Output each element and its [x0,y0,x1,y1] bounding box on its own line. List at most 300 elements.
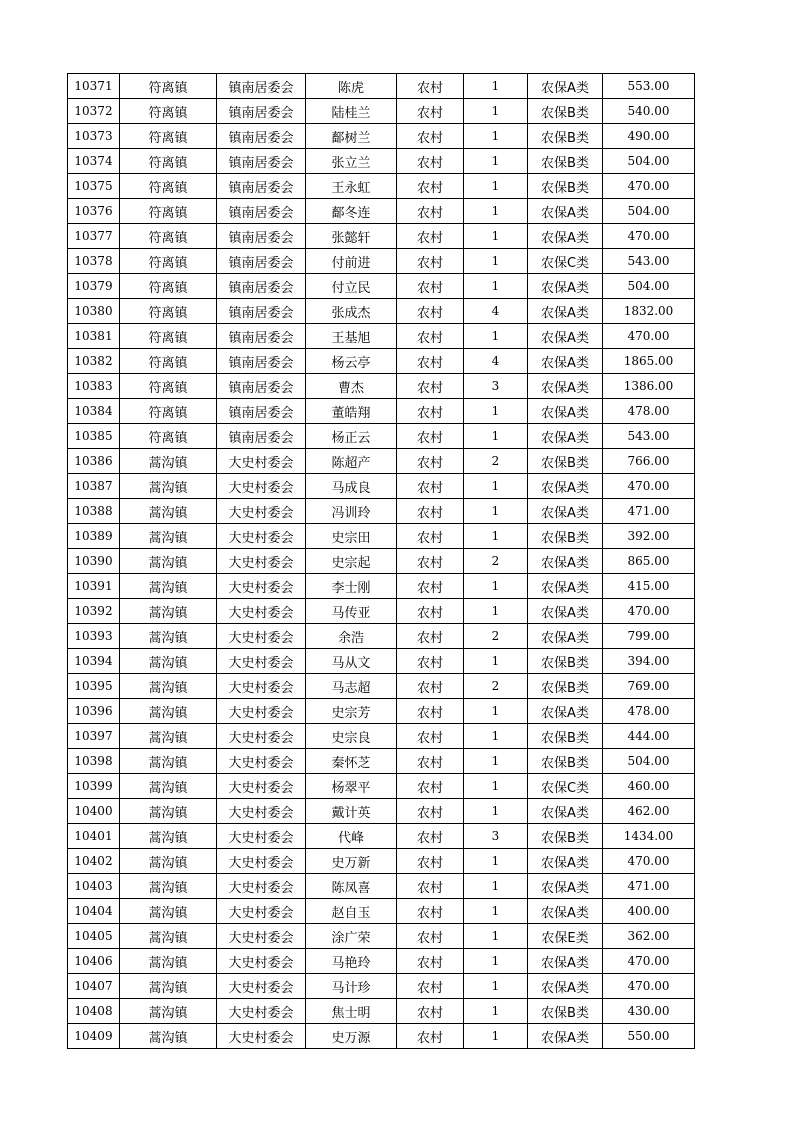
village-committee-cell: 大史村委会 [217,474,306,499]
table-row [68,374,695,399]
row-id-cell: 10381 [68,324,120,349]
insurance-category-cell: 农保B类 [528,524,603,549]
family-count-cell: 1 [464,999,528,1024]
town-cell: 符离镇 [120,349,217,374]
table-row [68,849,695,874]
row-id-cell: 10377 [68,224,120,249]
table-row [68,299,695,324]
insurance-category-cell: 农保A类 [528,874,603,899]
village-committee-cell: 大史村委会 [217,499,306,524]
village-committee-cell: 大史村委会 [217,649,306,674]
amount-cell: 769.00 [603,674,695,699]
insurance-category-cell: 农保A类 [528,374,603,399]
amount-cell: 766.00 [603,449,695,474]
person-name-cell: 余浩 [306,624,397,649]
table-row [68,924,695,949]
town-cell: 蒿沟镇 [120,699,217,724]
row-id-cell: 10386 [68,449,120,474]
family-count-cell: 1 [464,424,528,449]
household-type-cell: 农村 [397,874,464,899]
insurance-category-cell: 农保B类 [528,149,603,174]
person-name-cell: 陈超产 [306,449,397,474]
insurance-category-cell: 农保B类 [528,749,603,774]
family-count-cell: 1 [464,799,528,824]
table-body [68,74,695,1049]
row-id-cell: 10376 [68,199,120,224]
person-name-cell: 付前进 [306,249,397,274]
table-row [68,724,695,749]
insurance-category-cell: 农保A类 [528,549,603,574]
family-count-cell: 2 [464,674,528,699]
table-row [68,124,695,149]
insurance-category-cell: 农保B类 [528,124,603,149]
row-id-cell: 10390 [68,549,120,574]
amount-cell: 504.00 [603,199,695,224]
person-name-cell: 陈虎 [306,74,397,99]
insurance-category-cell: 农保A类 [528,224,603,249]
village-committee-cell: 镇南居委会 [217,274,306,299]
person-name-cell: 张懿轩 [306,224,397,249]
household-type-cell: 农村 [397,699,464,724]
insurance-category-cell: 农保B类 [528,999,603,1024]
row-id-cell: 10385 [68,424,120,449]
household-type-cell: 农村 [397,249,464,274]
family-count-cell: 1 [464,649,528,674]
person-name-cell: 焦士明 [306,999,397,1024]
town-cell: 蒿沟镇 [120,624,217,649]
family-count-cell: 1 [464,499,528,524]
amount-cell: 540.00 [603,99,695,124]
insurance-category-cell: 农保A类 [528,499,603,524]
row-id-cell: 10400 [68,799,120,824]
family-count-cell: 4 [464,349,528,374]
village-committee-cell: 镇南居委会 [217,374,306,399]
amount-cell: 362.00 [603,924,695,949]
table-row [68,624,695,649]
amount-cell: 865.00 [603,549,695,574]
insurance-category-cell: 农保A类 [528,349,603,374]
village-committee-cell: 镇南居委会 [217,149,306,174]
row-id-cell: 10407 [68,974,120,999]
amount-cell: 504.00 [603,749,695,774]
village-committee-cell: 大史村委会 [217,899,306,924]
household-type-cell: 农村 [397,824,464,849]
town-cell: 蒿沟镇 [120,949,217,974]
insurance-category-cell: 农保B类 [528,649,603,674]
village-committee-cell: 大史村委会 [217,674,306,699]
table-row [68,774,695,799]
town-cell: 符离镇 [120,199,217,224]
household-type-cell: 农村 [397,149,464,174]
row-id-cell: 10379 [68,274,120,299]
town-cell: 符离镇 [120,124,217,149]
row-id-cell: 10408 [68,999,120,1024]
village-committee-cell: 镇南居委会 [217,99,306,124]
village-committee-cell: 镇南居委会 [217,174,306,199]
table-row [68,424,695,449]
village-committee-cell: 大史村委会 [217,849,306,874]
row-id-cell: 10395 [68,674,120,699]
amount-cell: 478.00 [603,699,695,724]
town-cell: 蒿沟镇 [120,674,217,699]
table-row [68,749,695,774]
town-cell: 符离镇 [120,224,217,249]
family-count-cell: 1 [464,274,528,299]
row-id-cell: 10372 [68,99,120,124]
table-row [68,599,695,624]
household-type-cell: 农村 [397,849,464,874]
town-cell: 蒿沟镇 [120,824,217,849]
amount-cell: 444.00 [603,724,695,749]
amount-cell: 392.00 [603,524,695,549]
village-committee-cell: 大史村委会 [217,949,306,974]
person-name-cell: 马传亚 [306,599,397,624]
amount-cell: 543.00 [603,249,695,274]
amount-cell: 1865.00 [603,349,695,374]
table-row [68,324,695,349]
family-count-cell: 1 [464,849,528,874]
table-row [68,199,695,224]
person-name-cell: 戴计英 [306,799,397,824]
village-committee-cell: 镇南居委会 [217,324,306,349]
family-count-cell: 1 [464,774,528,799]
household-type-cell: 农村 [397,224,464,249]
row-id-cell: 10384 [68,399,120,424]
town-cell: 蒿沟镇 [120,849,217,874]
village-committee-cell: 大史村委会 [217,624,306,649]
household-type-cell: 农村 [397,949,464,974]
village-committee-cell: 镇南居委会 [217,249,306,274]
person-name-cell: 史宗田 [306,524,397,549]
amount-cell: 394.00 [603,649,695,674]
family-count-cell: 3 [464,374,528,399]
town-cell: 符离镇 [120,374,217,399]
family-count-cell: 1 [464,149,528,174]
town-cell: 蒿沟镇 [120,524,217,549]
row-id-cell: 10403 [68,874,120,899]
amount-cell: 1832.00 [603,299,695,324]
row-id-cell: 10397 [68,724,120,749]
town-cell: 符离镇 [120,299,217,324]
insurance-category-cell: 农保E类 [528,924,603,949]
amount-cell: 400.00 [603,899,695,924]
row-id-cell: 10383 [68,374,120,399]
table-row [68,399,695,424]
person-name-cell: 马计珍 [306,974,397,999]
insurance-category-cell: 农保B类 [528,724,603,749]
household-type-cell: 农村 [397,499,464,524]
family-count-cell: 1 [464,899,528,924]
row-id-cell: 10387 [68,474,120,499]
person-name-cell: 杨正云 [306,424,397,449]
amount-cell: 504.00 [603,149,695,174]
insurance-category-cell: 农保A类 [528,949,603,974]
village-committee-cell: 大史村委会 [217,799,306,824]
village-committee-cell: 大史村委会 [217,999,306,1024]
amount-cell: 478.00 [603,399,695,424]
town-cell: 蒿沟镇 [120,974,217,999]
insurance-category-cell: 农保A类 [528,299,603,324]
insurance-category-cell: 农保A类 [528,399,603,424]
family-count-cell: 1 [464,949,528,974]
row-id-cell: 10388 [68,499,120,524]
data-table [67,73,695,1049]
town-cell: 符离镇 [120,99,217,124]
village-committee-cell: 大史村委会 [217,699,306,724]
family-count-cell: 1 [464,249,528,274]
amount-cell: 470.00 [603,599,695,624]
insurance-category-cell: 农保B类 [528,824,603,849]
household-type-cell: 农村 [397,299,464,324]
row-id-cell: 10401 [68,824,120,849]
insurance-category-cell: 农保A类 [528,624,603,649]
household-type-cell: 农村 [397,449,464,474]
family-count-cell: 1 [464,199,528,224]
insurance-category-cell: 农保B类 [528,674,603,699]
person-name-cell: 史宗良 [306,724,397,749]
town-cell: 蒿沟镇 [120,874,217,899]
family-count-cell: 2 [464,549,528,574]
table-row [68,224,695,249]
town-cell: 蒿沟镇 [120,749,217,774]
household-type-cell: 农村 [397,124,464,149]
table-row [68,649,695,674]
table-row [68,674,695,699]
table-row [68,699,695,724]
family-count-cell: 1 [464,974,528,999]
table-row [68,174,695,199]
table-row [68,499,695,524]
person-name-cell: 史万新 [306,849,397,874]
row-id-cell: 10373 [68,124,120,149]
village-committee-cell: 大史村委会 [217,574,306,599]
town-cell: 符离镇 [120,399,217,424]
table-row [68,274,695,299]
row-id-cell: 10375 [68,174,120,199]
town-cell: 蒿沟镇 [120,499,217,524]
row-id-cell: 10374 [68,149,120,174]
village-committee-cell: 镇南居委会 [217,424,306,449]
family-count-cell: 1 [464,174,528,199]
amount-cell: 462.00 [603,799,695,824]
person-name-cell: 曹杰 [306,374,397,399]
row-id-cell: 10396 [68,699,120,724]
household-type-cell: 农村 [397,374,464,399]
table-row [68,1024,695,1049]
table-row [68,949,695,974]
village-committee-cell: 大史村委会 [217,524,306,549]
person-name-cell: 代峰 [306,824,397,849]
family-count-cell: 1 [464,474,528,499]
town-cell: 符离镇 [120,149,217,174]
amount-cell: 550.00 [603,1024,695,1049]
person-name-cell: 史万源 [306,1024,397,1049]
person-name-cell: 李士刚 [306,574,397,599]
town-cell: 蒿沟镇 [120,449,217,474]
row-id-cell: 10404 [68,899,120,924]
household-type-cell: 农村 [397,274,464,299]
person-name-cell: 鄐树兰 [306,124,397,149]
table-row [68,74,695,99]
amount-cell: 415.00 [603,574,695,599]
table-row [68,574,695,599]
household-type-cell: 农村 [397,574,464,599]
insurance-category-cell: 农保A类 [528,799,603,824]
family-count-cell: 1 [464,224,528,249]
row-id-cell: 10389 [68,524,120,549]
data-table-sheet [67,73,695,1049]
row-id-cell: 10394 [68,649,120,674]
family-count-cell: 1 [464,699,528,724]
amount-cell: 1434.00 [603,824,695,849]
household-type-cell: 农村 [397,474,464,499]
town-cell: 蒿沟镇 [120,899,217,924]
family-count-cell: 1 [464,524,528,549]
amount-cell: 553.00 [603,74,695,99]
table-row [68,99,695,124]
town-cell: 蒿沟镇 [120,774,217,799]
insurance-category-cell: 农保A类 [528,574,603,599]
village-committee-cell: 大史村委会 [217,874,306,899]
village-committee-cell: 镇南居委会 [217,399,306,424]
insurance-category-cell: 农保B类 [528,449,603,474]
person-name-cell: 张立兰 [306,149,397,174]
person-name-cell: 马从文 [306,649,397,674]
amount-cell: 470.00 [603,949,695,974]
family-count-cell: 1 [464,324,528,349]
village-committee-cell: 大史村委会 [217,1024,306,1049]
village-committee-cell: 镇南居委会 [217,224,306,249]
family-count-cell: 1 [464,74,528,99]
household-type-cell: 农村 [397,799,464,824]
household-type-cell: 农村 [397,649,464,674]
town-cell: 符离镇 [120,174,217,199]
household-type-cell: 农村 [397,624,464,649]
village-committee-cell: 大史村委会 [217,599,306,624]
amount-cell: 470.00 [603,974,695,999]
town-cell: 蒿沟镇 [120,574,217,599]
household-type-cell: 农村 [397,599,464,624]
town-cell: 蒿沟镇 [120,599,217,624]
town-cell: 蒿沟镇 [120,724,217,749]
insurance-category-cell: 农保A类 [528,274,603,299]
person-name-cell: 付立民 [306,274,397,299]
row-id-cell: 10393 [68,624,120,649]
household-type-cell: 农村 [397,549,464,574]
family-count-cell: 1 [464,399,528,424]
person-name-cell: 陆桂兰 [306,99,397,124]
person-name-cell: 杨云亭 [306,349,397,374]
table-row [68,249,695,274]
town-cell: 蒿沟镇 [120,999,217,1024]
family-count-cell: 1 [464,574,528,599]
table-row [68,549,695,574]
row-id-cell: 10409 [68,1024,120,1049]
insurance-category-cell: 农保A类 [528,699,603,724]
person-name-cell: 涂广荣 [306,924,397,949]
household-type-cell: 农村 [397,199,464,224]
table-row [68,874,695,899]
person-name-cell: 史宗芳 [306,699,397,724]
family-count-cell: 1 [464,99,528,124]
family-count-cell: 3 [464,824,528,849]
row-id-cell: 10399 [68,774,120,799]
amount-cell: 471.00 [603,874,695,899]
person-name-cell: 秦怀芝 [306,749,397,774]
insurance-category-cell: 农保A类 [528,199,603,224]
town-cell: 蒿沟镇 [120,799,217,824]
village-committee-cell: 大史村委会 [217,774,306,799]
household-type-cell: 农村 [397,349,464,374]
row-id-cell: 10382 [68,349,120,374]
row-id-cell: 10405 [68,924,120,949]
row-id-cell: 10371 [68,74,120,99]
town-cell: 蒿沟镇 [120,1024,217,1049]
person-name-cell: 马成良 [306,474,397,499]
row-id-cell: 10406 [68,949,120,974]
village-committee-cell: 镇南居委会 [217,349,306,374]
household-type-cell: 农村 [397,74,464,99]
insurance-category-cell: 农保B类 [528,174,603,199]
row-id-cell: 10402 [68,849,120,874]
person-name-cell: 史宗起 [306,549,397,574]
household-type-cell: 农村 [397,399,464,424]
household-type-cell: 农村 [397,324,464,349]
table-row [68,799,695,824]
town-cell: 符离镇 [120,249,217,274]
amount-cell: 490.00 [603,124,695,149]
amount-cell: 504.00 [603,274,695,299]
table-row [68,524,695,549]
village-committee-cell: 大史村委会 [217,724,306,749]
insurance-category-cell: 农保A类 [528,474,603,499]
amount-cell: 470.00 [603,174,695,199]
insurance-category-cell: 农保A类 [528,324,603,349]
amount-cell: 471.00 [603,499,695,524]
town-cell: 蒿沟镇 [120,924,217,949]
table-row [68,899,695,924]
insurance-category-cell: 农保A类 [528,899,603,924]
household-type-cell: 农村 [397,974,464,999]
town-cell: 蒿沟镇 [120,649,217,674]
insurance-category-cell: 农保C类 [528,249,603,274]
insurance-category-cell: 农保A类 [528,974,603,999]
table-row [68,999,695,1024]
household-type-cell: 农村 [397,424,464,449]
insurance-category-cell: 农保C类 [528,774,603,799]
amount-cell: 470.00 [603,224,695,249]
household-type-cell: 农村 [397,674,464,699]
household-type-cell: 农村 [397,524,464,549]
person-name-cell: 马艳玲 [306,949,397,974]
person-name-cell: 杨翠平 [306,774,397,799]
village-committee-cell: 大史村委会 [217,974,306,999]
person-name-cell: 冯训玲 [306,499,397,524]
village-committee-cell: 镇南居委会 [217,199,306,224]
family-count-cell: 1 [464,924,528,949]
row-id-cell: 10380 [68,299,120,324]
town-cell: 蒿沟镇 [120,549,217,574]
village-committee-cell: 大史村委会 [217,449,306,474]
person-name-cell: 王永虹 [306,174,397,199]
household-type-cell: 农村 [397,1024,464,1049]
family-count-cell: 1 [464,874,528,899]
person-name-cell: 鄐冬连 [306,199,397,224]
family-count-cell: 2 [464,624,528,649]
village-committee-cell: 镇南居委会 [217,74,306,99]
village-committee-cell: 大史村委会 [217,824,306,849]
person-name-cell: 陈凤喜 [306,874,397,899]
